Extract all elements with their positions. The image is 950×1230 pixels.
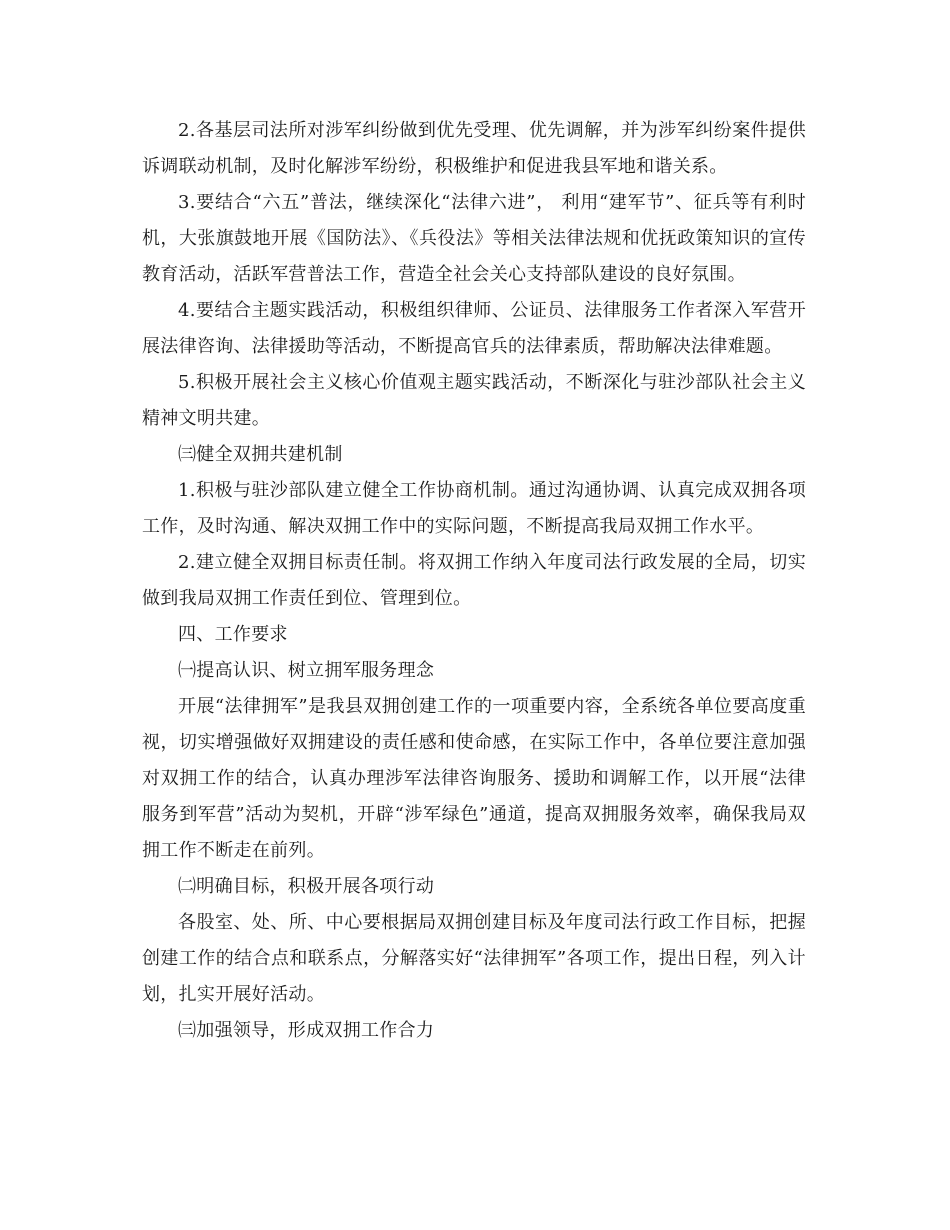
paragraph-item-4: 4.要结合主题实践活动，积极组织律师、公证员、法律服务工作者深入军营开展法律咨询、法律援助等活动，不断提高官兵的法律素质，帮助解决法律难题。 <box>142 300 806 357</box>
section-heading-mechanism: ㈢健全双拥共建机制 <box>178 444 343 465</box>
subsection-heading-goals: ㈡明确目标，积极开展各项行动 <box>178 876 435 897</box>
paragraph-mechanism-1: 1.积极与驻沙部队建立健全工作协商机制。通过沟通协调、认真完成双拥各项工作，及时沟通、解决双拥工作中的实际问题，不断提高我局双拥工作水平。 <box>142 480 806 537</box>
paragraph-item-3: 3.要结合“六五”普法，继续深化“法律六进”， 利用“建军节”、征兵等有利时机，大张旗鼓地开展《国防法》、《兵役法》等相关法律法规和优抚政策知识的宣传教育活动，活跃军营普法工作，营造全社会关心支持部队建设的良好氛围。 <box>142 192 806 285</box>
subsection-heading-awareness: ㈠提高认识、树立拥军服务理念 <box>178 660 435 681</box>
section-heading-requirements: 四、工作要求 <box>178 624 288 645</box>
subsection-heading-leadership: ㈢加强领导，形成双拥工作合力 <box>178 1020 435 1041</box>
paragraph-item-2: 2.各基层司法所对涉军纠纷做到优先受理、优先调解，并为涉军纠纷案件提供诉调联动机制，及时化解涉军纷纷，积极维护和促进我县军地和谐关系。 <box>142 120 806 177</box>
paragraph-mechanism-2: 2.建立健全双拥目标责任制。将双拥工作纳入年度司法行政发展的全局，切实做到我局双拥工作责任到位、管理到位。 <box>142 552 806 609</box>
paragraph-goals: 各股室、处、所、中心要根据局双拥创建目标及年度司法行政工作目标，把握创建工作的结合点和联系点，分解落实好“法律拥军”各项工作，提出日程，列入计划，扎实开展好活动。 <box>142 912 806 1005</box>
paragraph-awareness: 开展“法律拥军”是我县双拥创建工作的一项重要内容，全系统各单位要高度重视，切实增强做好双拥建设的责任感和使命感，在实际工作中，各单位要注意加强对双拥工作的结合，认真办理涉军法律咨询服务、援助和调解工作，以开展“法律服务到军营”活动为契机，开辟“涉军绿色”通道，提高双拥服务效率，确保我局双拥工作不断走在前列。 <box>142 696 806 861</box>
document-body <box>142 113 806 1049</box>
paragraph-item-5: 5.积极开展社会主义核心价值观主题实践活动，不断深化与驻沙部队社会主义精神文明共建。 <box>142 372 806 429</box>
